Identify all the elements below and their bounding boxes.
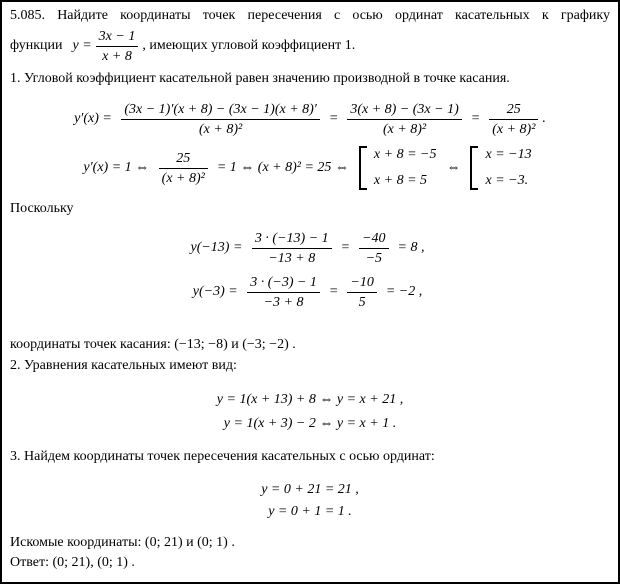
calc1-lhs: y(−13) = — [190, 240, 246, 255]
function-denominator: x + 8 — [96, 46, 139, 65]
derivative-formula — [10, 96, 610, 142]
calc2-f1den: −3 + 8 — [247, 292, 320, 311]
calc2-result: = −2 , — [385, 284, 423, 299]
intercept-equation-2: y = 0 + 1 = 1 . — [268, 504, 352, 519]
calc1-fraction-1 — [252, 230, 332, 267]
case-row: x + 8 = 5 — [373, 173, 428, 188]
equals-sign: = — [328, 111, 339, 126]
slope-fraction — [159, 150, 208, 187]
case-row: x + 8 = −5 — [373, 147, 437, 162]
result-line: Искомые координаты: (0; 21) и (0; 1) . — [10, 535, 235, 550]
slope-equation-lhs: y′(x) = 1 ⇔ — [83, 160, 153, 175]
answer-line: Ответ: (0; 21), (0; 1) . — [10, 555, 135, 570]
frac3-den: (x + 8)² — [489, 119, 538, 138]
frac1-den: (x + 8)² — [121, 119, 320, 138]
calc2-f2den: 5 — [347, 292, 376, 311]
cases-block-1 — [359, 146, 437, 190]
function-lhs: y = — [72, 38, 92, 53]
value-calc-2 — [10, 271, 610, 313]
cases-block-2 — [470, 146, 531, 190]
calc1-fraction-2 — [359, 230, 388, 267]
function-numerator: 3x − 1 — [98, 28, 136, 44]
calc2-f1num: 3 · (−3) − 1 — [250, 274, 317, 290]
case-row: x = −3. — [485, 173, 529, 188]
frac3-num: 25 — [506, 101, 521, 117]
calc1-f2num: −40 — [362, 230, 386, 246]
calc2-f2num: −10 — [350, 274, 374, 290]
slope-frac-den: (x + 8)² — [159, 168, 208, 187]
derivative-fraction-1 — [121, 101, 320, 138]
case-row: x = −13 — [485, 147, 532, 162]
slope-equation — [10, 146, 610, 190]
period: . — [542, 111, 546, 126]
intercept-equation-1: y = 0 + 21 = 21 , — [261, 482, 359, 497]
left-bracket-icon — [470, 146, 478, 190]
step3-text: 3. Найдем координаты точек пересечения касательных с осью ординат: — [10, 449, 435, 464]
left-bracket-icon — [359, 146, 367, 190]
step1-text: 1. Угловой коэффициент касательной равен значению производной в точке касания. — [10, 71, 510, 86]
calc1-result: = 8 , — [397, 240, 425, 255]
slope-frac-num: 25 — [176, 150, 191, 166]
calc2-lhs: y(−3) = — [192, 284, 242, 299]
problem-prefix: функции — [10, 38, 63, 53]
calc1-f1den: −13 + 8 — [252, 248, 332, 267]
calc2-fraction-1 — [247, 274, 320, 311]
equals-sign: = — [328, 284, 339, 299]
tangent-points-conclusion: координаты точек касания: (−13; −8) и (−3; −2) . — [10, 337, 296, 352]
problem-statement-line2 — [10, 26, 610, 66]
slope-equation-mid: = 1 ⇔ (x + 8)² = 25 ⇔ — [216, 160, 349, 175]
calc1-f2den: −5 — [359, 248, 388, 267]
equals-sign: = — [340, 240, 351, 255]
calc2-fraction-2 — [347, 274, 376, 311]
step2-text: 2. Уравнения касательных имеют вид: — [10, 358, 237, 373]
equivalence-arrow: ⇔ — [446, 160, 461, 175]
tangent-equation-2: y = 1(x + 3) − 2 ⇔ y = x + 1 . — [223, 416, 397, 431]
function-fraction — [96, 28, 139, 65]
derivative-lhs: y′(x) = — [74, 111, 116, 126]
calc1-f1num: 3 · (−13) − 1 — [254, 230, 329, 246]
tangent-equation-1: y = 1(x + 13) + 8 ⇔ y = x + 21 , — [216, 392, 404, 407]
value-calc-1 — [10, 227, 610, 269]
equals-sign: = — [470, 111, 481, 126]
problem-suffix: , имеющих угловой коэффициент 1. — [142, 38, 356, 53]
frac1-num: (3x − 1)′(x + 8) − (3x − 1)(x + 8)′ — [124, 101, 317, 117]
frac2-num: 3(x + 8) − (3x − 1) — [350, 101, 459, 117]
frac2-den: (x + 8)² — [347, 119, 461, 138]
problem-statement-line1: 5.085. Найдите координаты точек пересечения с осью ординат касательных к графику — [10, 8, 610, 23]
derivative-fraction-2 — [347, 101, 461, 138]
since-label: Поскольку — [10, 201, 74, 216]
derivative-fraction-3 — [489, 101, 538, 138]
